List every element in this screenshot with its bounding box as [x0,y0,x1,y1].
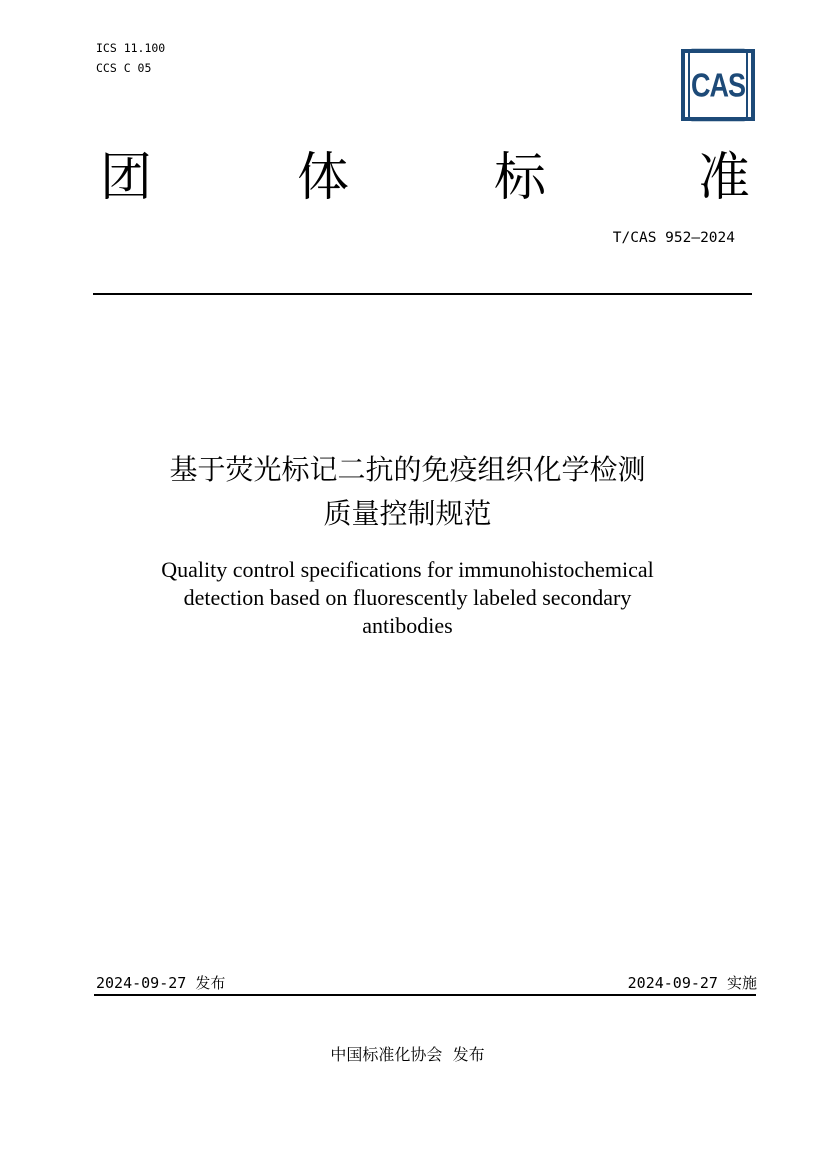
ics-code: ICS 11.100 [96,41,166,55]
cas-logo [681,49,755,121]
implementation-date [628,971,757,995]
issue-date-value: 2024-09-27 [96,974,187,992]
cas-logo-text: CAS [688,49,748,122]
issue-date [96,971,225,995]
english-title-line-3: antibodies [362,613,453,638]
heading-char-4: 准 [698,148,751,208]
heading-char-3: 标 [494,148,547,208]
issue-date-label: 发布 [195,974,226,992]
english-title [100,556,715,640]
standard-type-heading [0,138,815,228]
chinese-title-line-1: 基于荧光标记二抗的免疫组织化学检测 [169,453,646,486]
heading-char-1: 团 [100,148,153,208]
english-title-line-2: detection based on fluorescently labeled secondary [183,585,632,610]
classification-codes [96,38,165,78]
chinese-title [0,448,815,536]
implementation-date-label: 实施 [726,974,757,992]
publisher: 中国标准化协会 发布 [330,1045,485,1064]
implementation-date-value: 2024-09-27 [627,974,718,992]
footer-divider [94,994,756,996]
ccs-code: CCS C 05 [96,61,152,75]
heading-char-2: 体 [297,148,350,208]
english-title-line-1: Quality control specifications for immunohistochemical [161,557,654,582]
chinese-title-line-2: 质量控制规范 [323,497,492,530]
header-divider [93,293,752,295]
standard-number: T/CAS 952—2024 [612,230,735,246]
